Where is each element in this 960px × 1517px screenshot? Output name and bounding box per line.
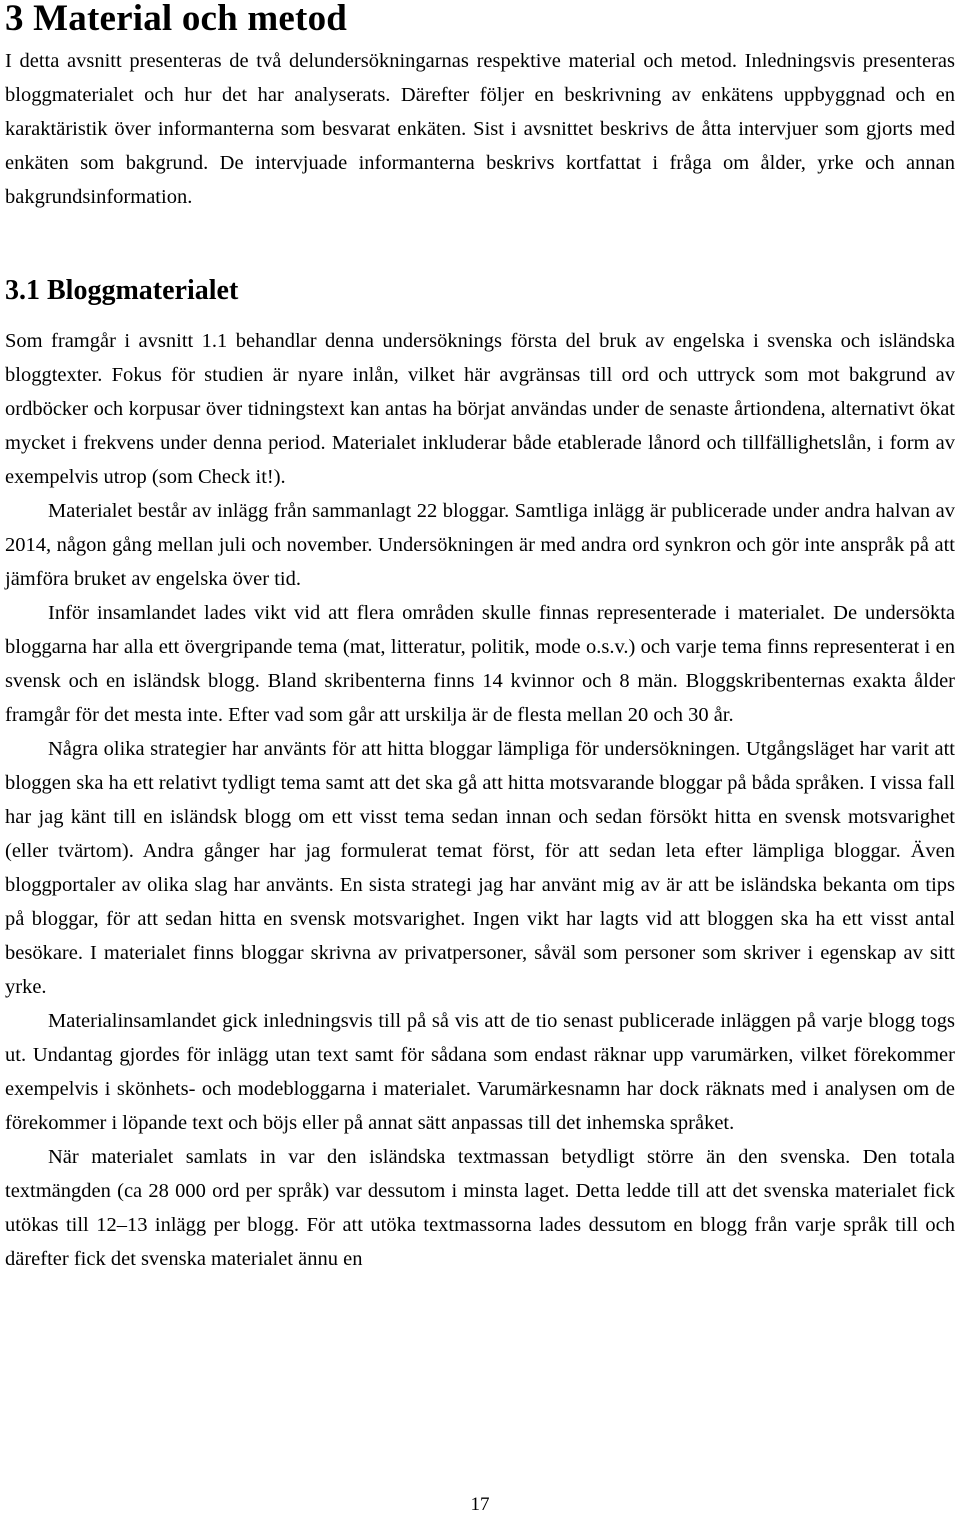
body-paragraph-2: Materialet består av inlägg från sammanlagt 22 bloggar. Samtliga inlägg är publicerade under andra halvan av 2014, någon gång mellan juli och november. Undersökningen är med andra ord synkron och gör inte anspråk på att jämföra bruket av engelska över tid. <box>5 500 955 590</box>
subsection-title: 3.1 Bloggmaterialet <box>5 275 239 306</box>
spacer <box>5 308 955 324</box>
body-paragraph-5: Materialinsamlandet gick inledningsvis till på så vis att de tio senast publicerade inläggen på varje blogg togs ut. Undantag gjordes för inlägg utan text samt för sådana som endast räknar upp varumärken, vilket förekommer exempelvis i skönhets- och modebloggarna i materialet. Varumärkesnamn har dock räknats med i analysen om de förekommer i löpande text och böjs eller på annat sätt anpassas till det inhemska språket. <box>5 1010 955 1134</box>
body-paragraph-1: Som framgår i avsnitt 1.1 behandlar denna undersöknings första del bruk av engelska i svenska och isländska bloggtexter. Fokus för studien är nyare inlån, vilket här avgränsas till ord och uttryck som mot bakgrund av ordböcker och korpusar över tidningstext kan antas ha börjat användas under de senaste årtiondena, alternativt ökat mycket i frekvens under denna period. Materialet inkluderar både etablerade lånord och tillfällighetslån, i form av exempelvis utrop (som Check it!). <box>5 330 955 488</box>
document-page <box>5 0 955 1276</box>
intro-paragraph: I detta avsnitt presenteras de två delundersökningarnas respektive material och metod. Inledningsvis presenteras bloggmaterialet och hur det har analyserats. Därefter följer en beskrivning av enkätens uppbyggnad och en karaktäristik över informanterna som besvarat enkäten. Sist i avsnittet beskrivs de åtta intervjuer som gjorts med enkäten som bakgrund. De intervjuade informanterna beskrivs kortfattat i fråga om ålder, yrke och annan bakgrundsinformation. <box>5 50 955 208</box>
body-paragraph-6: När materialet samlats in var den isländska textmassan betydligt större än den svenska. Den totala textmängden (ca 28 000 ord per språk) var dessutom i minsta laget. Detta ledde till att det svenska materialet fick utökas till 12–13 inlägg per blogg. För att utöka textmassorna lades dessutom en blogg från varje språk till och därefter fick det svenska materialet ännu en <box>5 1146 955 1270</box>
page-number: 17 <box>470 1494 490 1515</box>
body-paragraph-3: Inför insamlandet lades vikt vid att flera områden skulle finnas representerade i materialet. De undersökta bloggarna har alla ett övergripande tema (mat, litteratur, politik, mode o.s.v.) och varje tema finns representerat i en svensk och en isländsk blogg. Bland skribenterna finns 14 kvinnor och 8 män. Bloggskribenternas exakta ålder framgår för det mesta inte. Efter vad som går att urskilja är de flesta mellan 20 och 30 år. <box>5 602 955 726</box>
spacer <box>5 214 955 274</box>
body-paragraph-4: Några olika strategier har använts för att hitta bloggar lämpliga för undersökningen. Utgångsläget har varit att bloggen ska ha ett relativt tydligt tema samt att det ska gå att hitta motsvarande bloggar på båda språken. I vissa fall har jag känt till en isländsk blogg om ett visst tema sedan innan och sedan försökt hitta en svensk motsvarighet (eller tvärtom). Andra gånger har jag formulerat temat först, för att sedan leta efter lämpliga bloggar. Även bloggportaler av olika slag har använts. En sista strategi jag har använt mig av är att be isländska bekanta om tips på bloggar, för att sedan hitta en svensk motsvarighet. Ingen vikt har lagts vid att bloggen ska ha ett visst antal besökare. I materialet finns bloggar skrivna av privatpersoner, såväl som personer som skriver i egenskap av sitt yrke. <box>5 738 955 998</box>
section-title: 3 Material och metod <box>5 0 348 39</box>
